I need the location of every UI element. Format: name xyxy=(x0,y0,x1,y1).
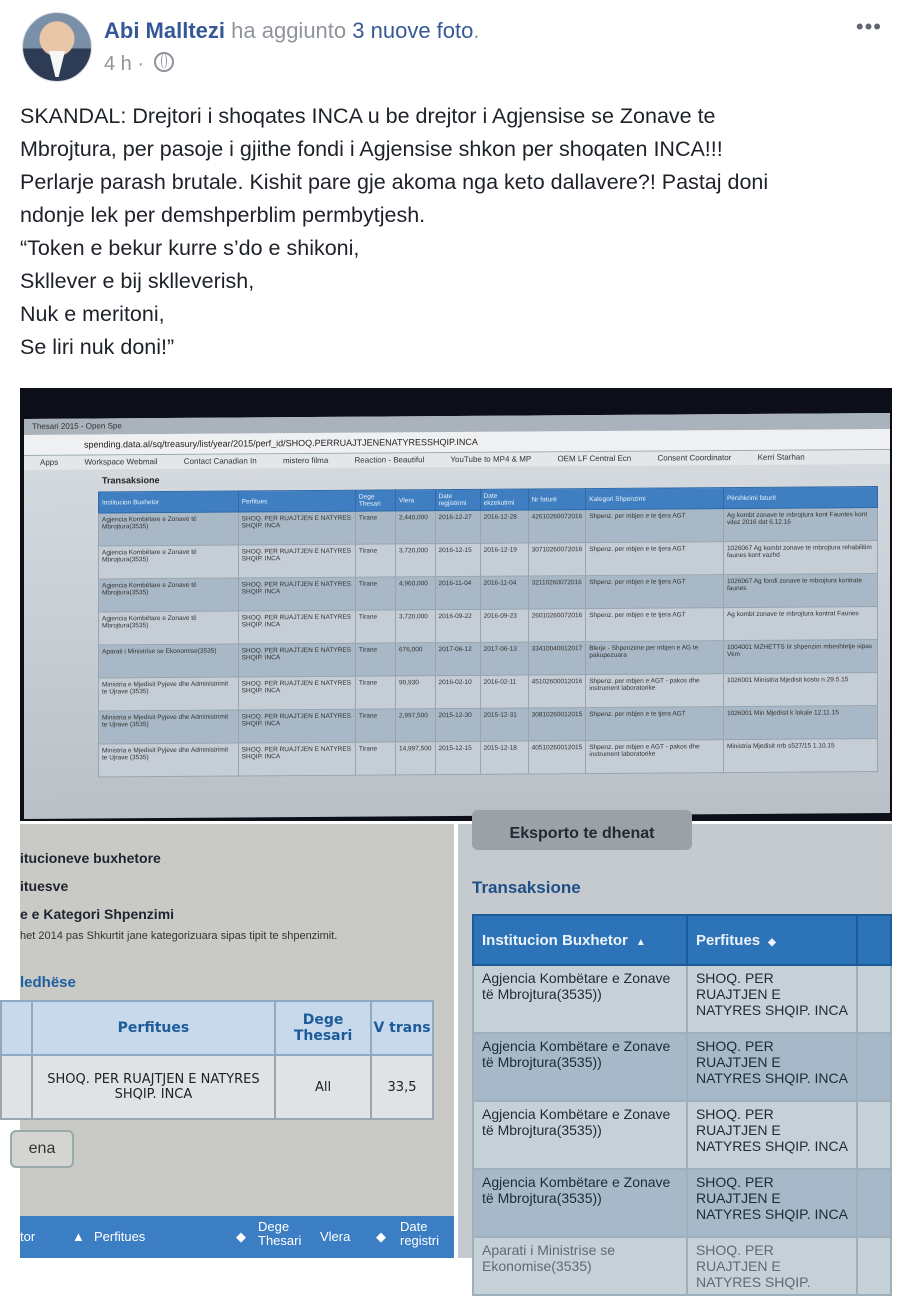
cell-perfitues: SHOQ. PER RUAJTJEN E NATYRES SHQIP. INCA xyxy=(687,1033,857,1101)
table-cell: SHOQ. PER RUAJTJEN E NATYRES SHQIP. INCA xyxy=(238,676,355,710)
summary-table xyxy=(0,1000,434,1120)
cell-perfitues: SHOQ. PER RUAJTJEN E NATYRES SHQIP. xyxy=(687,1237,857,1295)
sort-asc-icon[interactable]: ▲ xyxy=(635,936,646,948)
sort-icon[interactable]: ◆ xyxy=(376,1229,386,1244)
table-row xyxy=(99,541,878,579)
export-button[interactable]: ena xyxy=(10,1130,74,1168)
col-date[interactable]: Date registri xyxy=(400,1219,440,1248)
col-perfitues[interactable]: Perfitues xyxy=(94,1229,146,1244)
bookmark: mistero filma xyxy=(282,455,329,466)
table-cell: Tirane xyxy=(355,511,395,544)
section-heading: ledhëse xyxy=(20,974,76,991)
table-cell: 1026067 Ag kombt zonave te mbrojtura rehabilitim faunes kont vazhd xyxy=(723,541,877,575)
post-header xyxy=(22,12,882,82)
col-transaksione: V trans xyxy=(371,1001,433,1055)
table-cell: 2015-12-30 xyxy=(435,708,480,741)
post-line: Mbrojtura, per pasoje i gjithe fondi i Agjensise shkon per shoqaten INCA!!! xyxy=(20,137,723,161)
cell-perfitues: SHOQ. PER RUAJTJEN E NATYRES SHQIP. INCA xyxy=(32,1055,275,1119)
table-cell: 2016-02-10 xyxy=(435,675,480,708)
globe-icon xyxy=(154,52,174,72)
filter-label: e e Kategori Shpenzimi xyxy=(20,906,175,922)
table-cell: 45102600012016 xyxy=(528,675,586,708)
table-cell: 2016-12-28 xyxy=(480,510,528,543)
col-dege-thesari: Dege Thesari xyxy=(275,1001,371,1055)
table-cell: SHOQ. PER RUAJTJEN E NATYRES SHQIP. INCA xyxy=(238,643,355,677)
sort-icon[interactable]: ◆ xyxy=(768,936,776,948)
table-cell: Tirane xyxy=(355,577,395,610)
table-cell: Shpenz. per mbjen e AGT - pakos dhe instrument laboratorike xyxy=(586,740,724,774)
table-cell: Aparati i Ministrise se Ekonomise(3535) xyxy=(99,644,239,678)
table-header: Kategori Shpenzimi xyxy=(586,488,724,510)
table-cell: Tirane xyxy=(355,544,395,577)
cell-dege: All xyxy=(275,1055,371,1119)
table-cell: 1026067 Ag fondi zonave te mbrojtura kontrate faunes xyxy=(723,574,877,608)
table-cell: 3,720,000 xyxy=(395,544,435,577)
table-cell: Agjencia Kombëtare e Zonave të Mbrojtura(3535) xyxy=(99,578,239,612)
table-cell: Ag kombt zonave te mbrojtura kont Fauntes kont vitez 2016 dat 6.12.16 xyxy=(723,508,877,542)
table-cell: 2016-12-19 xyxy=(480,543,528,576)
table-cell: 2017-06-13 xyxy=(480,642,528,675)
bookmark: Workspace Webmail xyxy=(84,457,158,467)
cell-perfitues: SHOQ. PER RUAJTJEN E NATYRES SHQIP. INCA xyxy=(687,1101,857,1169)
table-cell: 2015-12-18 xyxy=(480,741,528,774)
photo-2[interactable] xyxy=(20,824,454,1258)
table-row xyxy=(99,607,878,645)
table-row xyxy=(99,673,878,711)
table-cell: 2017-06-12 xyxy=(435,642,480,675)
post-line: SKANDAL: Drejtori i shoqates INCA u be drejtor i Agjensise se Zonave te xyxy=(20,104,716,128)
sort-icon[interactable]: ▲ xyxy=(72,1229,85,1244)
table-cell: Shpenz. per mbjen e te tjera AGT xyxy=(586,608,724,642)
table-cell: 90,930 xyxy=(395,676,435,709)
table-cell: 1026001 Ministria Mjedisit kosto n 29.5.15 xyxy=(723,673,877,707)
avatar[interactable] xyxy=(22,12,92,82)
table-cell: Tirane xyxy=(355,676,395,709)
post-meta xyxy=(104,52,174,76)
author-name[interactable]: Abi Malltezi xyxy=(104,18,226,43)
col-institucion[interactable]: Institucion Buxhetor ▲ xyxy=(473,915,687,965)
cell-value: 33,5 xyxy=(371,1055,433,1119)
post-line: ndonje lek per demshperblim permbytjesh. xyxy=(20,203,426,227)
post-text xyxy=(20,100,880,364)
sort-icon[interactable]: ◆ xyxy=(236,1229,246,1244)
table-row xyxy=(99,706,878,744)
table-cell: 2,440,000 xyxy=(395,511,435,544)
table-cell: SHOQ. PER RUAJTJEN E NATYRES SHQIP. INCA xyxy=(238,544,355,578)
table-cell: 2016-09-23 xyxy=(480,609,528,642)
bookmark: YouTube to MP4 & MP xyxy=(450,454,532,465)
table-cell: Shpenz. per mbjen e te tjera AGT xyxy=(586,575,724,609)
filter-note: het 2014 pas Shkurtit jane kategorizuara sipas tipit te shpenzimit. xyxy=(20,930,338,942)
export-data-button[interactable]: Eksporto te dhenat xyxy=(472,810,692,850)
table-cell: SHOQ. PER RUAJTJEN E NATYRES SHQIP. INCA xyxy=(238,709,355,743)
table-header-bar xyxy=(20,1216,454,1258)
table-cell: Agjencia Kombëtare e Zonave të Mbrojtura(3535) xyxy=(99,512,239,546)
address-bar: spending.data.al/sq/treasury/list/year/2015/perf_id/SHOQ.PERRUAJTJENENATYRESSHQIP.INCA xyxy=(24,429,890,456)
table-cell: Shpenz. per mbjen e te tjera AGT xyxy=(586,542,724,576)
filter-label: ituesve xyxy=(20,878,69,894)
table-cell: 14,997,500 xyxy=(395,742,435,775)
cell-perfitues: SHOQ. PER RUAJTJEN E NATYRES SHQIP. INCA xyxy=(687,1169,857,1237)
post-line: Skllever e bij sklleverish, xyxy=(20,269,255,293)
table-header: Institucion Buxhetor xyxy=(99,491,239,513)
table-cell: Tirane xyxy=(355,742,395,775)
photo-1[interactable] xyxy=(20,388,892,821)
table-header: Date ekzekutimi xyxy=(480,489,528,510)
table-cell: 676,000 xyxy=(395,643,435,676)
action-suffix: . xyxy=(473,18,480,43)
cell-institucion: Agjencia Kombëtare e Zonave të Mbrojtura(3535)) xyxy=(473,1101,687,1169)
table-cell: SHOQ. PER RUAJTJEN E NATYRES SHQIP. INCA xyxy=(238,742,355,776)
table-row xyxy=(99,508,878,546)
table-cell: 2016-09-22 xyxy=(435,609,480,642)
table-cell: SHOQ. PER RUAJTJEN E NATYRES SHQIP. INCA xyxy=(238,577,355,611)
table-row xyxy=(99,574,878,612)
bookmark: Contact Canadian In xyxy=(183,456,257,466)
post-line: Se liri nuk doni!” xyxy=(20,335,175,359)
table-cell: Agjencia Kombëtare e Zonave të Mbrojtura(3535) xyxy=(99,545,239,579)
bookmark: Reaction - Beautiful xyxy=(354,455,425,465)
col-vlera[interactable]: Vlera xyxy=(320,1229,351,1244)
browser-tab: Thesari 2015 - Open Spe xyxy=(24,413,890,435)
table-cell: 2015-12-15 xyxy=(435,741,480,774)
bookmark: Kerri Starhan xyxy=(757,452,805,462)
cell-institucion: Aparati i Ministrise se Ekonomise(3535) xyxy=(473,1237,687,1295)
table-cell: 2016-02-11 xyxy=(480,675,528,708)
page-title: Transaksione xyxy=(102,475,160,486)
table-header: Nr faturë xyxy=(528,489,586,510)
table-cell: 26010260072016 xyxy=(528,609,586,642)
table-cell: Shpenz. per mbjen e te tjera AGT xyxy=(586,707,724,741)
monitor-screen xyxy=(24,413,890,819)
table-cell: Blerje - Shpenzime per mbjen e AG te pakupezuara xyxy=(586,641,724,675)
transactions-title: Transaksione xyxy=(472,878,581,897)
bookmark: Consent Coordinator xyxy=(657,453,732,463)
table-cell: 4,960,000 xyxy=(395,577,435,610)
table-cell: 33410040012017 xyxy=(528,642,586,675)
table-cell: 2015-12-31 xyxy=(480,708,528,741)
col-institucion[interactable]: tor xyxy=(20,1229,36,1244)
table-cell: 1026001 Min Mjedisit k lokale 12.11.15 xyxy=(723,706,877,740)
meta-separator: · xyxy=(137,53,145,75)
table-cell: 30710260072016 xyxy=(528,543,586,576)
col-dege[interactable]: Dege Thesari xyxy=(258,1219,302,1248)
cell-institucion: Agjencia Kombëtare e Zonave të Mbrojtura(3535)) xyxy=(473,1169,687,1237)
table-cell: Shpenz. per mbjen e te tjera AGT xyxy=(586,509,724,543)
table-cell: 32110260072016 xyxy=(528,576,586,609)
bookmark: OEM LF Central Ecn xyxy=(557,453,632,464)
table-cell: 1004001 MZHETTS Iir shpenzim mbeshtetje sipas Vkm xyxy=(723,640,877,674)
table-row xyxy=(99,739,878,777)
post-line: Nuk e meritoni, xyxy=(20,302,165,326)
post-line: “Token e bekur kurre s’do e shikoni, xyxy=(20,236,360,260)
table-cell: SHOQ. PER RUAJTJEN E NATYRES SHQIP. INCA xyxy=(238,511,355,545)
table-cell: Ministria Mjedisit nrb s527/15 1.10.15 xyxy=(723,739,877,773)
filter-label: itucioneve buxhetore xyxy=(20,850,161,866)
table-header: Përshkrimi faturë xyxy=(723,487,877,509)
table-cell: 30810260012015 xyxy=(528,708,586,741)
table-cell: 2016-12-15 xyxy=(435,543,480,576)
cell-perfitues: SHOQ. PER RUAJTJEN E NATYRES SHQIP. INCA xyxy=(687,965,857,1033)
bookmark: Apps xyxy=(40,457,59,467)
table-cell: 40510260012015 xyxy=(528,741,586,774)
table-cell: Ministria e Mjedisit Pyjeve dhe Administrimit te Ujrave (3535) xyxy=(99,743,239,777)
cell-institucion: Agjencia Kombëtare e Zonave të Mbrojtura(3535)) xyxy=(473,965,687,1033)
table-cell: Ag kombt zonave te mbrojtura kontrat Faunes xyxy=(723,607,877,641)
post-headline xyxy=(104,18,480,44)
post-line: Perlarje parash brutale. Kishit pare gje akoma nga keto dallavere?! Pastaj doni xyxy=(20,170,769,194)
table-cell: Agjencia Kombëtare e Zonave të Mbrojtura(3535) xyxy=(99,611,239,645)
table-cell: 3,720,000 xyxy=(395,610,435,643)
post-time[interactable]: 4 h xyxy=(104,53,132,75)
table-cell: 2016-12-27 xyxy=(435,510,480,543)
table-cell: Tirane xyxy=(355,610,395,643)
cell-institucion: Agjencia Kombëtare e Zonave të Mbrojtura(3535)) xyxy=(473,1033,687,1101)
table-cell: Ministria e Mjedisit Pyjeve dhe Administrimit te Ujrave (3535) xyxy=(99,710,239,744)
table-cell: 42610260072016 xyxy=(528,510,586,543)
table-cell: Shpenz. per mbjen e AGT - pakos dhe instrument laboratorike xyxy=(586,674,724,708)
table-cell: Ministria e Mjedisit Pyjeve dhe Administrimit te Ujrave (3535) xyxy=(99,677,239,711)
col-perfitues: Perfitues xyxy=(32,1001,275,1055)
transactions-table xyxy=(472,914,892,1296)
table-header: Vlera xyxy=(395,490,435,511)
action-text: ha aggiunto xyxy=(231,18,347,43)
table-cell: SHOQ. PER RUAJTJEN E NATYRES SHQIP. INCA xyxy=(238,610,355,644)
more-options-icon[interactable]: ••• xyxy=(855,14,882,39)
table-cell: Tirane xyxy=(355,709,395,742)
table-cell: 2016-11-04 xyxy=(480,576,528,609)
col-next xyxy=(857,915,891,965)
table-header: Perfitues xyxy=(238,490,355,512)
transactions-table xyxy=(98,486,878,777)
table-row xyxy=(99,640,878,678)
table-cell: Tirane xyxy=(355,643,395,676)
photos-link[interactable]: 3 nuove foto xyxy=(352,18,474,43)
photo-3[interactable] xyxy=(458,824,892,1290)
table-header: Date regjistrimi xyxy=(435,489,480,510)
col-perfitues[interactable]: Perfitues ◆ xyxy=(687,915,857,965)
table-cell: 2016-11-04 xyxy=(435,576,480,609)
table-header: Dege Thesari xyxy=(355,490,395,511)
table-cell: 2,997,500 xyxy=(395,709,435,742)
